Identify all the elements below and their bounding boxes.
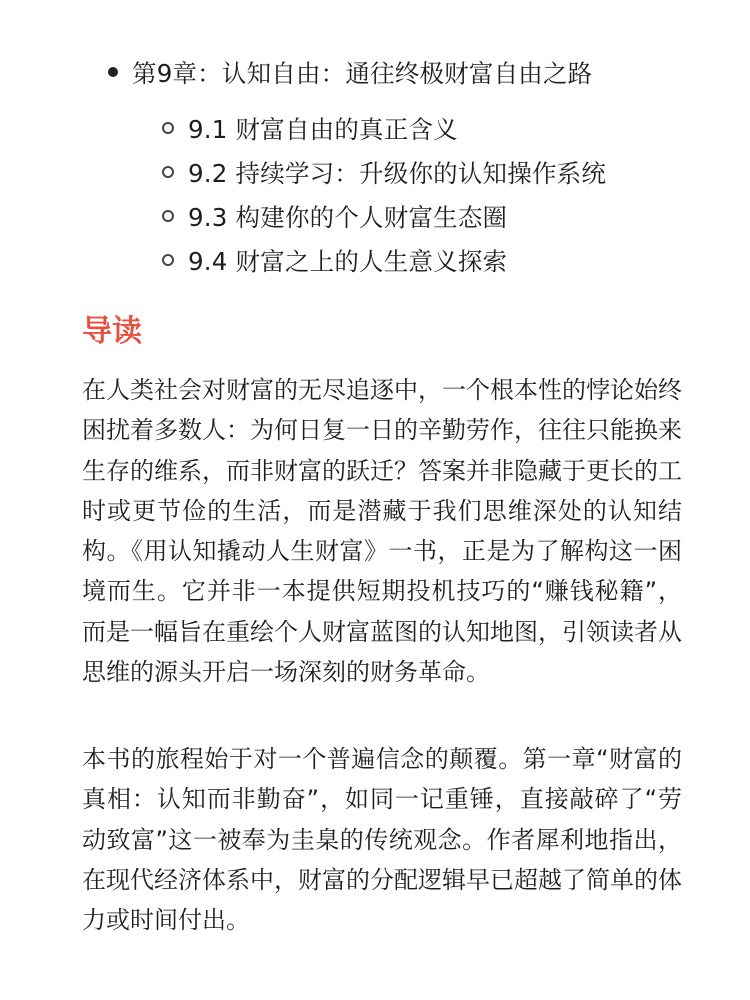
toc-chapter-item: [108, 50, 708, 94]
toc-section-item: [162, 194, 722, 238]
intro-heading: 导读: [82, 314, 142, 349]
section-title: 9.1 财富自由的真正含义: [188, 114, 458, 144]
bullet-circle-icon: [162, 210, 174, 222]
toc-section-list: [162, 106, 722, 282]
section-title: 9.3 构建你的个人财富生态圈: [188, 202, 508, 232]
bullet-circle-icon: [162, 166, 174, 178]
intro-paragraph: 在人类社会对财富的无尽追逐中，一个根本性的悖论始终困扰着多数人：为何日复一日的辛勤劳作，往往只能换来生存的维系，而非财富的跃迁？答案并非隐藏于更长的工时或更节俭的生活，而是潜藏于我们思维深处的认知结构。《用认知撬动人生财富》一书，正是为了解构这一困境而生。它并非一本提供短期投机技巧的“赚钱秘籍”，而是一幅旨在重绘个人财富蓝图的认知地图，引领读者从思维的源头开启一场深刻的财务革命。: [82, 376, 682, 687]
toc-section-item: [162, 150, 722, 194]
section-title: 9.2 持续学习：升级你的认知操作系统: [188, 158, 607, 188]
bullet-circle-icon: [162, 254, 174, 266]
bullet-disc-icon: [108, 67, 118, 77]
section-title: 9.4 财富之上的人生意义探索: [188, 246, 508, 276]
intro-paragraph: 本书的旅程始于对一个普遍信念的颠覆。第一章“财富的真相：认知而非勤奋”，如同一记重锤，直接敲碎了“劳动致富”这一被奉为圭臬的传统观念。作者犀利地指出，在现代经济体系中，财富的分配逻辑早已超越了简单的体力或时间付出。: [82, 745, 682, 935]
toc-section-item: [162, 106, 722, 150]
bullet-circle-icon: [162, 122, 174, 134]
chapter-title: 第9章：认知自由：通往终极财富自由之路: [132, 58, 593, 88]
toc-section-item: [162, 238, 722, 282]
